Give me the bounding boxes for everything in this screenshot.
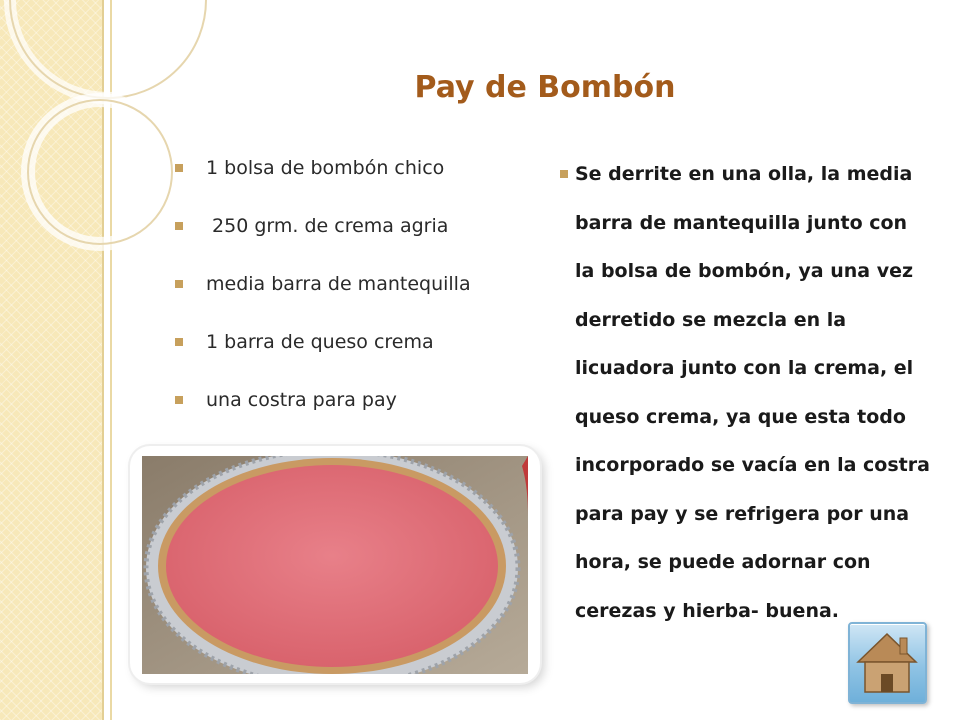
square-bullet-icon bbox=[175, 222, 183, 230]
procedure-block bbox=[560, 150, 930, 635]
ingredient-text: una costra para pay bbox=[206, 389, 397, 411]
square-bullet-icon bbox=[560, 170, 568, 178]
ingredient-list bbox=[172, 147, 522, 437]
square-bullet-icon bbox=[175, 164, 183, 172]
home-icon bbox=[850, 624, 925, 702]
ingredient-item bbox=[172, 147, 522, 205]
square-bullet-icon bbox=[175, 396, 183, 404]
ingredient-text: media barra de mantequilla bbox=[206, 273, 471, 295]
square-bullet-icon bbox=[175, 280, 183, 288]
home-button[interactable] bbox=[848, 622, 927, 704]
ingredient-item bbox=[172, 321, 522, 379]
ingredient-text: 1 barra de queso crema bbox=[206, 331, 434, 353]
pie-photo-image bbox=[142, 456, 528, 674]
slide-title: Pay de Bombón bbox=[414, 70, 676, 105]
ingredient-text: 1 bolsa de bombón chico bbox=[206, 157, 445, 179]
ingredient-text: 250 grm. de crema agria bbox=[206, 215, 449, 237]
ingredient-item bbox=[172, 205, 522, 263]
ingredient-item bbox=[172, 379, 522, 437]
procedure-text: Se derrite en una olla, la media barra de mantequilla junto con la bolsa de bombón, ya una vez derretido se mezcla en la licuadora junto con la crema, el queso crema, ya que esta todo incorporado se vacía en la costra para pay y se refrigera por una hora, se puede adornar con cerezas y hierba- buena. bbox=[575, 163, 930, 622]
ingredient-item bbox=[172, 263, 522, 321]
square-bullet-icon bbox=[175, 338, 183, 346]
pie-photo bbox=[130, 446, 540, 683]
